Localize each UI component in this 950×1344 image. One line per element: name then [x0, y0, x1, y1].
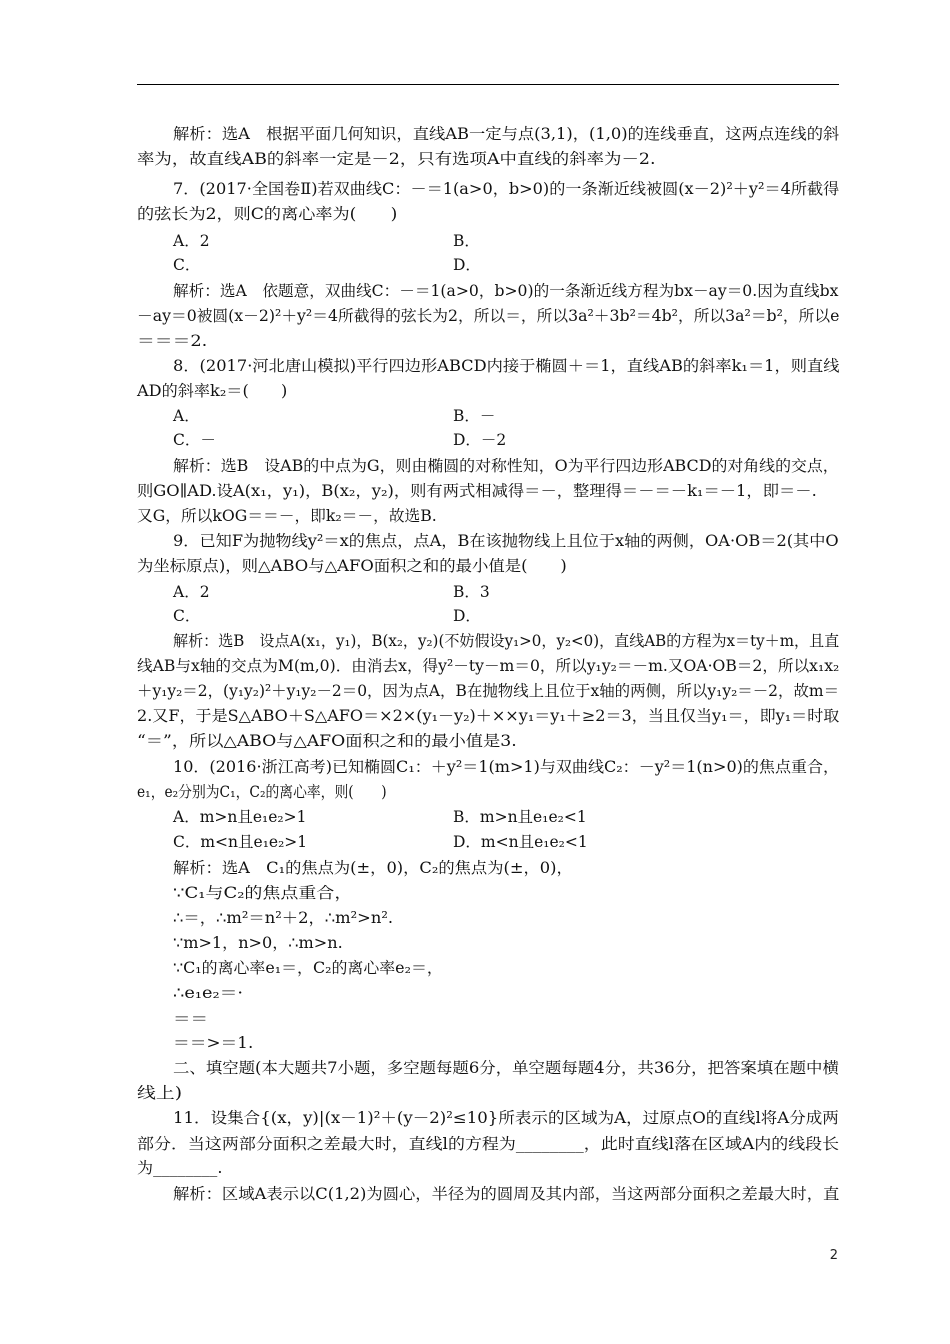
text-line: ＝＝＝2.: [137, 332, 208, 350]
option-line: A．2: [173, 583, 210, 601]
option-line: B．: [453, 232, 480, 250]
option-line: C．: [173, 256, 201, 274]
option-line: A．m>n且e₁e₂>1: [173, 808, 307, 826]
text-line: 线AB与x轴的交点为M(m,0)．由消去x，得y²－ty－m＝0，所以y₁y₂＝－m.又OA·OB＝2，所以x₁x₂: [137, 657, 840, 675]
text-line: ∴＝，∴m²＝n²＋2，∴m²>n².: [173, 909, 394, 927]
text-line: 线上): [137, 1084, 183, 1102]
option-line: D．: [453, 256, 481, 274]
text-line: 解析：区域A表示以C(1,2)为圆心，半径为的圆周及其内部，当这两部分面积之差最大时，直: [173, 1185, 840, 1203]
page-number: 2: [829, 1248, 838, 1263]
option-line: D．m<n且e₁e₂<1: [453, 833, 588, 851]
text-line: ＝＝: [173, 1010, 209, 1028]
text-line: 解析：选A 根据平面几何知识，直线AB一定与点(3,1)，(1,0)的连线垂直，这两点连线的斜: [173, 125, 840, 143]
text-line: 部分．当这两部分面积之差最大时，直线l的方程为________，此时直线l落在区域A内的线段长: [137, 1135, 840, 1153]
text-line: ∵m>1，n>0，∴m>n.: [173, 934, 343, 952]
option-line: B．3: [453, 583, 490, 601]
option-line: D．－2: [453, 431, 507, 449]
text-line: ∵C₁的离心率e₁＝，C₂的离心率e₂＝，: [173, 959, 443, 977]
text-line: 7．(2017·全国卷Ⅱ)若双曲线C：－＝1(a>0，b>0)的一条渐近线被圆(x－2)²＋y²＝4所截得: [173, 180, 840, 198]
text-line: ∵C₁与C₂的焦点重合，: [173, 884, 353, 902]
header-rule: [137, 84, 839, 85]
text-line: e₁，e₂分别为C₁，C₂的离心率，则( ): [137, 783, 387, 801]
text-line: 11．设集合{(x，y)|(x－1)²＋(y－2)²≤10}所表示的区域为A，过原点O的直线l将A分成两: [173, 1109, 839, 1127]
text-line: ∴e₁e₂＝·: [173, 984, 244, 1002]
text-line: 则GO∥AD.设A(x₁，y₁)，B(x₂，y₂)，则有两式相减得＝－，整理得＝－＝－k₁＝－1，即＝－.: [137, 482, 817, 500]
option-line: C．m<n且e₁e₂>1: [173, 833, 308, 851]
text-line: 率为，故直线AB的斜率一定是－2，只有选项A中直线的斜率为－2.: [137, 150, 656, 168]
text-line: AD的斜率k₂＝( ): [137, 382, 288, 400]
text-line: 8．(2017·河北唐山模拟)平行四边形ABCD内接于椭圆＋＝1，直线AB的斜率k₁＝1，则直线: [173, 357, 840, 375]
text-line: 解析：选A C₁的焦点为(±，0)，C₂的焦点为(±，0)，: [173, 859, 573, 877]
text-line: “＝”，所以△ABO与△AFO面积之和的最小值是3.: [137, 732, 517, 750]
text-line: 为坐标原点)，则△ABO与△AFO面积之和的最小值是( ): [137, 557, 567, 575]
option-line: A．: [173, 407, 200, 425]
option-line: C．－: [173, 431, 216, 449]
text-line: 为________.: [137, 1159, 223, 1177]
option-line: B．－: [453, 407, 496, 425]
section-heading: 二、填空题(本大题共7小题，多空题每题6分，单空题每题4分，共36分，把答案填在题中横: [173, 1059, 839, 1077]
option-line: D．: [453, 607, 481, 625]
option-line: C．: [173, 607, 201, 625]
option-line: A．2: [173, 232, 210, 250]
text-line: 9．已知F为抛物线y²＝x的焦点，点A，B在该抛物线上且位于x轴的两侧，OA·OB＝2(其中O: [173, 532, 839, 550]
text-line: 解析：选B 设AB的中点为G，则由椭圆的对称性知，O为平行四边形ABCD的对角线的交点，: [173, 457, 839, 475]
text-line: ＝＝>＝1.: [173, 1034, 254, 1052]
text-line: －ay＝0被圆(x－2)²＋y²＝4所截得的弦长为2，所以＝，所以3a²＋3b²＝4b²，所以3a²＝b²，所以e: [137, 307, 840, 325]
option-line: B．m>n且e₁e₂<1: [453, 808, 587, 826]
text-line: 又G，所以kOG＝＝－，即k₂＝－，故选B.: [137, 507, 437, 525]
text-line: 的弦长为2，则C的离心率为( ): [137, 205, 398, 223]
text-line: 2.又F，于是S△ABO＋S△AFO＝×2×(y₁－y₂)＋××y₁＝y₁＋≥2＝3，当且仅当y₁＝，即y₁＝时取: [137, 707, 840, 725]
text-line: 解析：选A 依题意，双曲线C：－＝1(a>0，b>0)的一条渐近线方程为bx－ay＝0.因为直线bx: [173, 282, 839, 300]
text-line: 解析：选B 设点A(x₁，y₁)，B(x₂，y₂)(不妨假设y₁>0，y₂<0)，直线AB的方程为x＝ty＋m，且直: [173, 632, 840, 650]
text-line: ＋y₁y₂＝2，(y₁y₂)²＋y₁y₂－2＝0，因为点A，B在抛物线上且位于x轴的两侧，所以y₁y₂＝－2，故m＝: [137, 682, 840, 700]
text-line: 10．(2016·浙江高考)已知椭圆C₁：＋y²＝1(m>1)与双曲线C₂：－y²＝1(n>0)的焦点重合，: [173, 758, 840, 776]
